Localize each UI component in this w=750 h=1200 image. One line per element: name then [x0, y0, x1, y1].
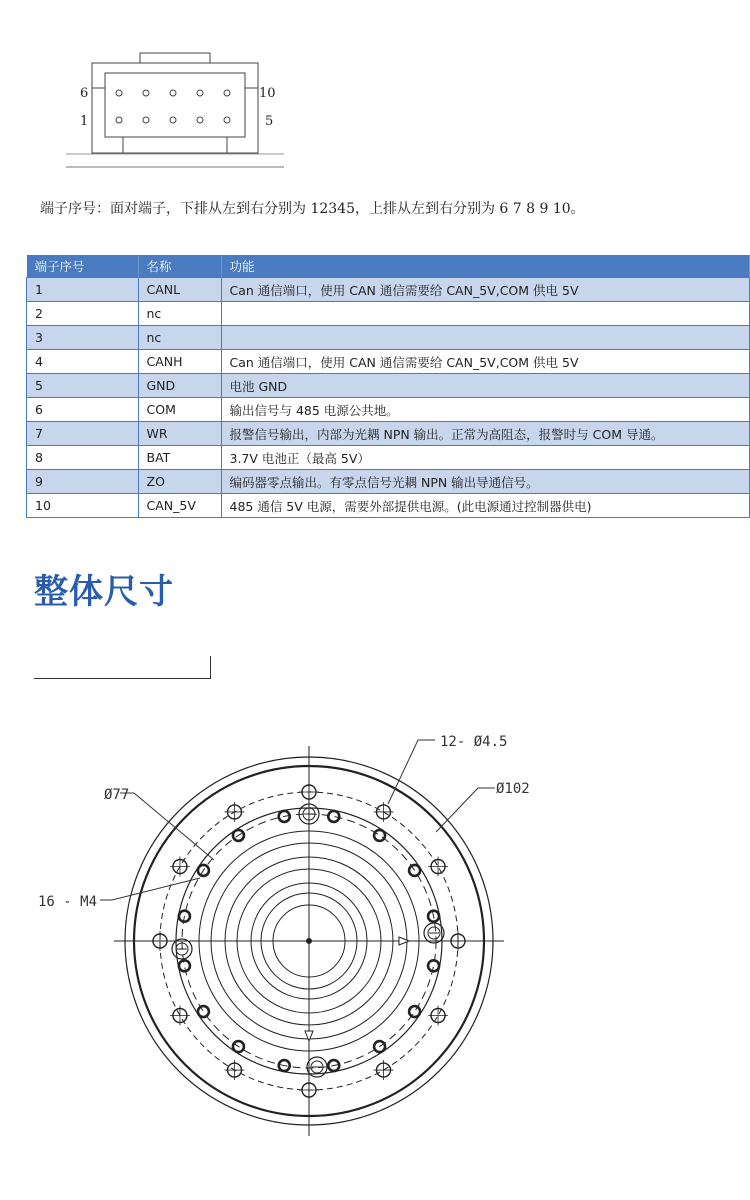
pin-label-6: 6: [80, 86, 89, 101]
label-holes-outer: 12- Ø4.5: [440, 734, 508, 750]
pin-label-1: 1: [80, 114, 89, 129]
table-row: [27, 470, 750, 494]
label-holes-inner: 16 - M4: [38, 894, 98, 910]
arrow-right: [399, 937, 409, 945]
connector-pins: [116, 90, 230, 123]
cell-function: [221, 326, 750, 350]
cell-pin: 10: [27, 494, 139, 518]
cell-function: Can 通信端口，使用 CAN 通信需要给 CAN_5V,COM 供电 5V: [221, 350, 750, 374]
cell-pin: 1: [27, 278, 139, 302]
cell-name: GND: [138, 374, 221, 398]
table-row: [27, 350, 750, 374]
inner-thread-hole: [198, 1006, 209, 1017]
table-row: [27, 494, 750, 518]
cell-pin: 2: [27, 302, 139, 326]
cell-function: Can 通信端口，使用 CAN 通信需要给 CAN_5V,COM 供电 5V: [221, 278, 750, 302]
inner-thread-hole: [179, 960, 190, 971]
pin-order-caption: 端子序号：面对端子，下排从左到右分别为 12345，上排从左到右分别为 6 7 8 9 10。: [40, 201, 585, 217]
cell-pin: 4: [27, 350, 139, 374]
inner-thread-hole: [428, 960, 439, 971]
pin-label-10: 10: [259, 86, 276, 101]
label-diameter-outer: Ø102: [496, 781, 530, 797]
pin-table: [26, 255, 750, 518]
table-row: [27, 374, 750, 398]
table-row: [27, 398, 750, 422]
arrow-down: [305, 1031, 313, 1041]
title-underline: [34, 656, 211, 679]
cell-pin: 6: [27, 398, 139, 422]
connector-diagram: [60, 40, 300, 175]
cell-name: BAT: [138, 446, 221, 470]
table-row: [27, 422, 750, 446]
table-row: [27, 278, 750, 302]
header-name: 名称: [138, 255, 221, 278]
cell-pin: 3: [27, 326, 139, 350]
cell-name: nc: [138, 302, 221, 326]
cell-function: 3.7V 电池正（最高 5V）: [221, 446, 750, 470]
dimension-drawing: [0, 700, 750, 1160]
header-pin: 端子序号: [27, 255, 139, 278]
section-title: 整体尺寸: [34, 572, 174, 612]
inner-thread-hole: [374, 830, 385, 841]
cell-function: 输出信号与 485 电源公共地。: [221, 398, 750, 422]
cell-name: nc: [138, 326, 221, 350]
inner-thread-hole: [328, 811, 339, 822]
cell-function: 编码器零点输出。有零点信号光耦 NPN 输出导通信号。: [221, 470, 750, 494]
cell-name: ZO: [138, 470, 221, 494]
cell-function: [221, 302, 750, 326]
cell-name: CAN_5V: [138, 494, 221, 518]
cell-name: COM: [138, 398, 221, 422]
header-function: 功能: [221, 255, 750, 278]
cell-pin: 9: [27, 470, 139, 494]
cell-name: WR: [138, 422, 221, 446]
table-header-row: [27, 255, 750, 278]
label-diameter-inner: Ø77: [104, 787, 130, 803]
cell-name: CANL: [138, 278, 221, 302]
cell-function: 电池 GND: [221, 374, 750, 398]
table-row: [27, 446, 750, 470]
table-row: [27, 326, 750, 350]
cell-pin: 7: [27, 422, 139, 446]
cell-name: CANH: [138, 350, 221, 374]
table-row: [27, 302, 750, 326]
cell-function: 报警信号输出，内部为光耦 NPN 输出。正常为高阻态，报警时与 COM 导通。: [221, 422, 750, 446]
cell-pin: 5: [27, 374, 139, 398]
cell-pin: 8: [27, 446, 139, 470]
cell-function: 485 通信 5V 电源，需要外部提供电源。(此电源通过控制器供电): [221, 494, 750, 518]
inner-thread-hole: [409, 1006, 420, 1017]
pin-label-5: 5: [265, 114, 274, 129]
